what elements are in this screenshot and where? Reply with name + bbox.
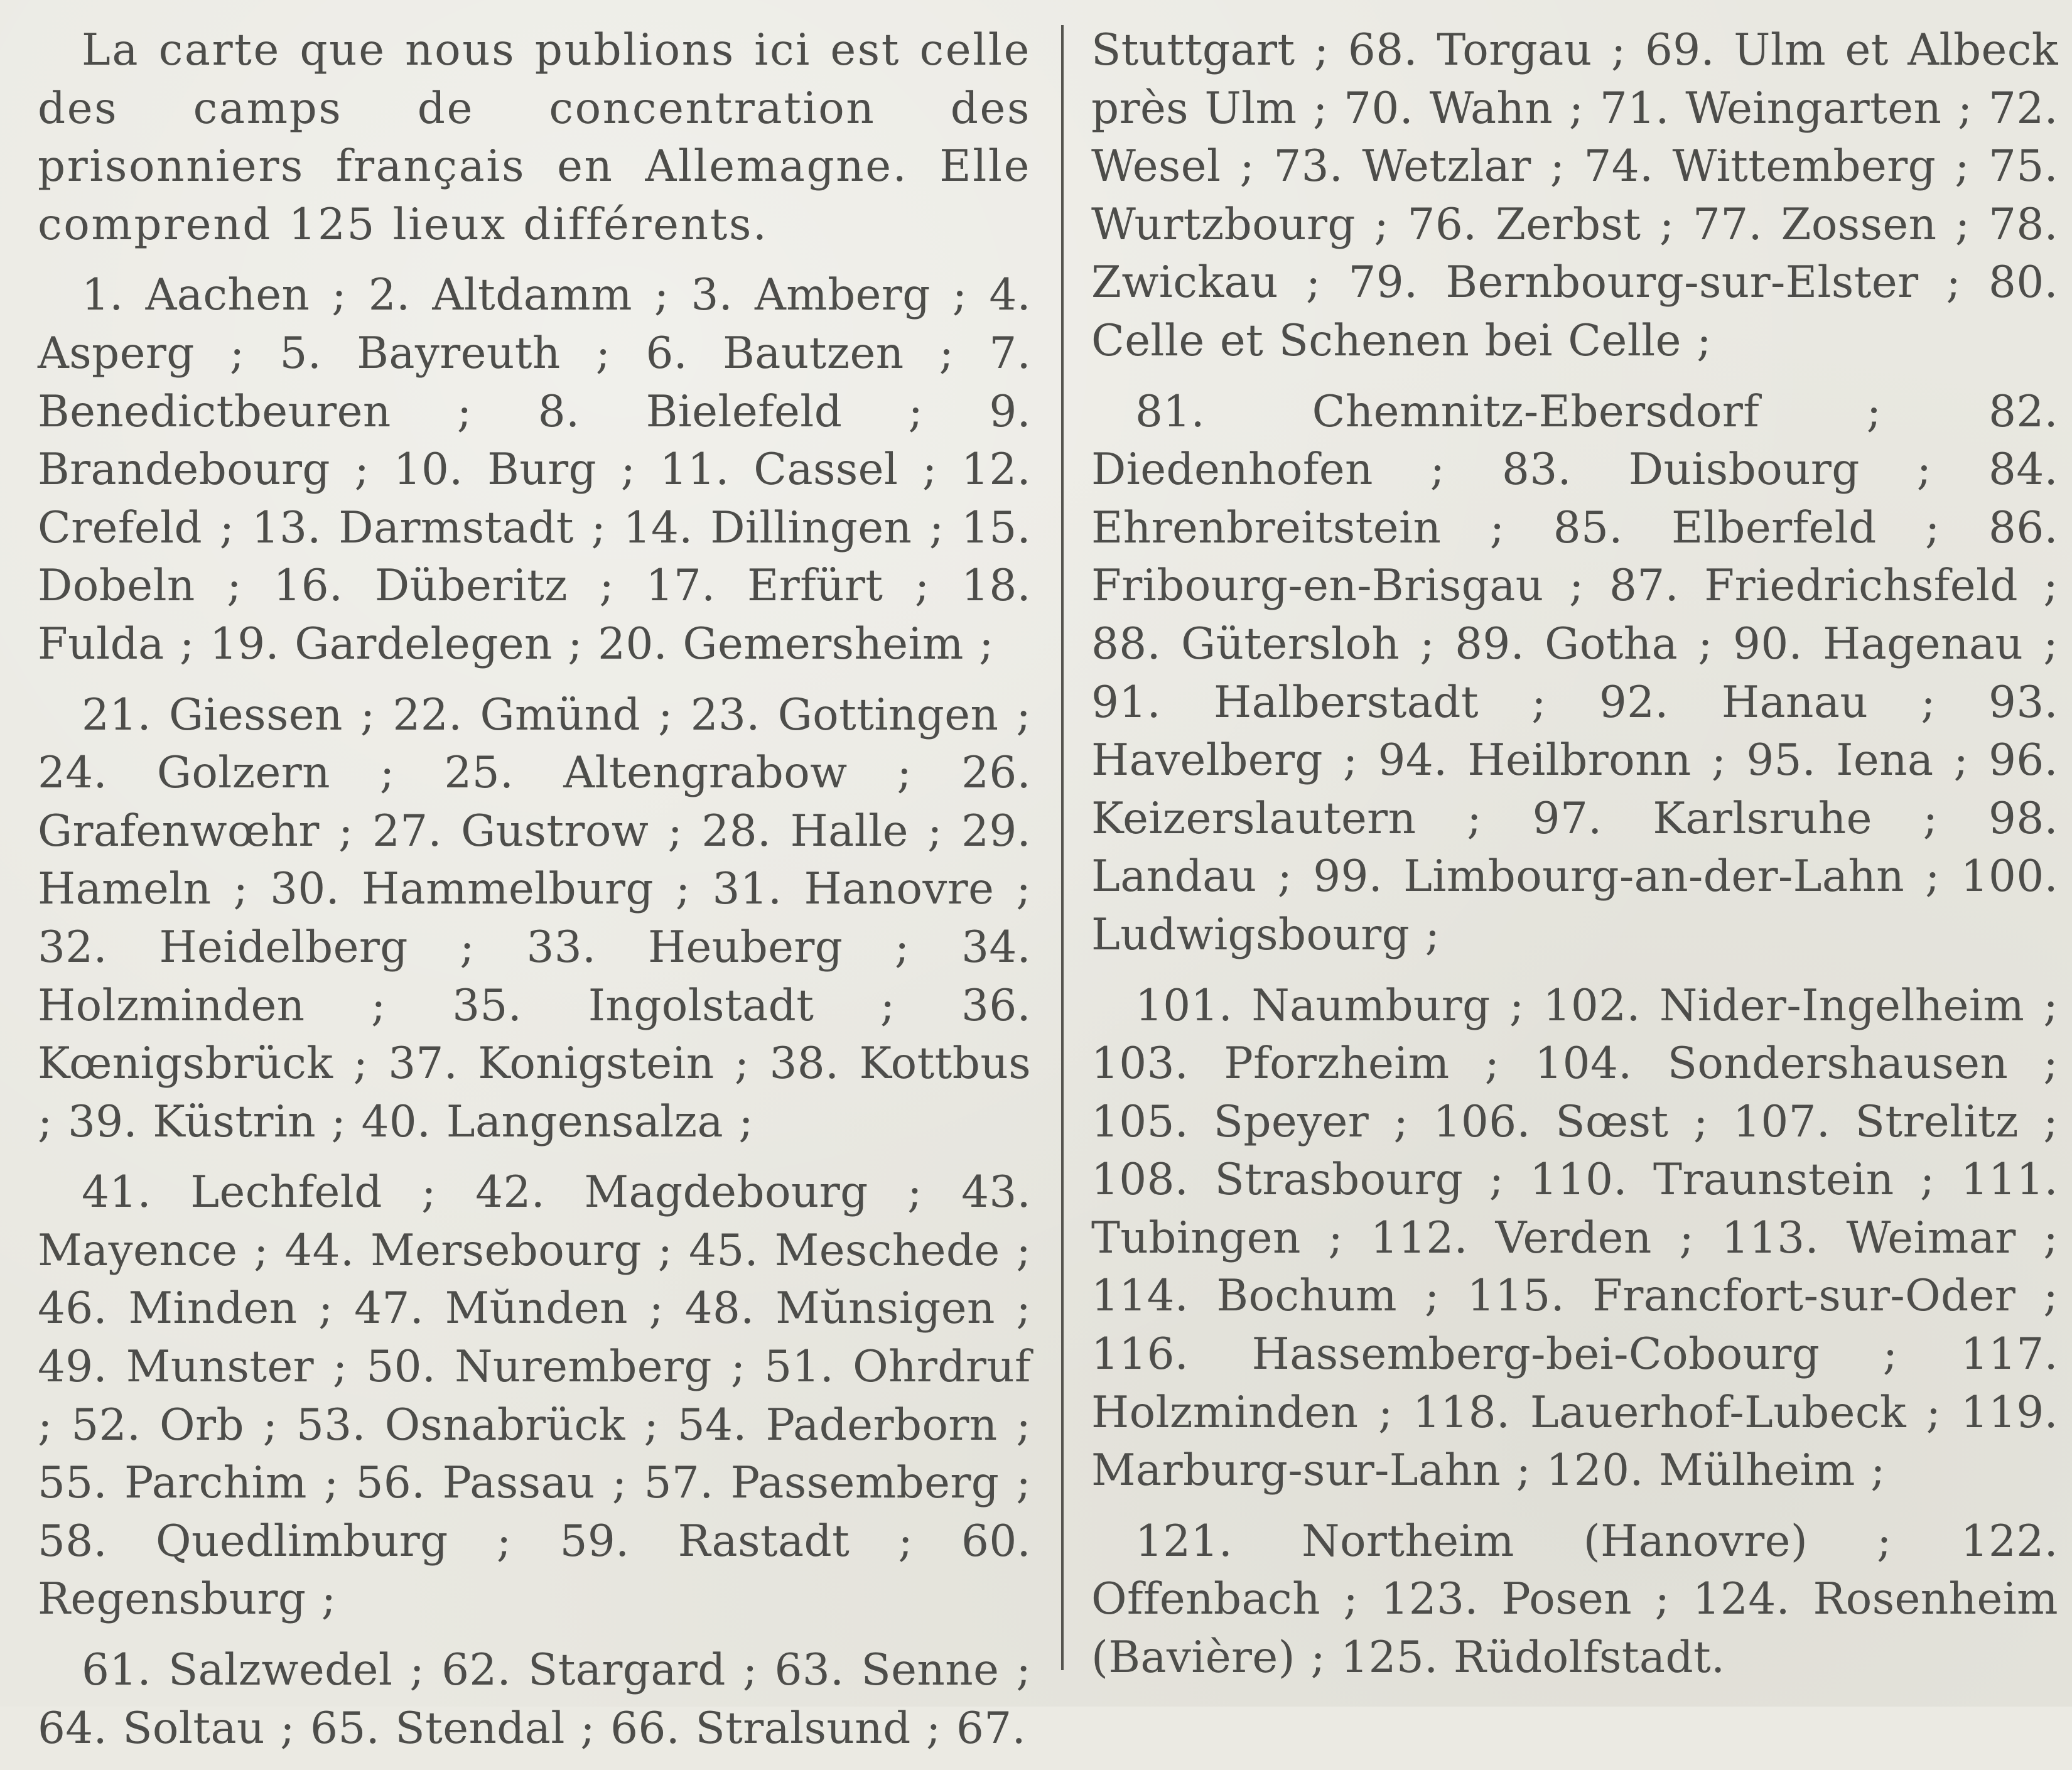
camp-list-paragraph-101-120: 101. Naumburg ; 102. Nider-Ingelheim ; 103. Pforzheim ; 104. Sondershausen ; 105. Speyer ; 106. Sœst ; 107. Strelitz ; 108. Strasbourg ; 110. Traunstein ; 111. Tubingen ; 112. Verden ; 113. Weimar ; 114. Bochum ; 115. Francfort-sur-Oder ; 116. Hassemberg-bei-Cobourg ; 117. Holzminden ; 118. Lauerhof-Lubeck ; 119. Marburg-sur-Lahn ; 120. Mülheim ;: [1091, 980, 2058, 1496]
right-column: [1091, 21, 2058, 1700]
intro-paragraph: La carte que nous publions ici est celle des camps de concentration des prisonniers français en Allemagne. Elle comprend 125 lieux différents.: [38, 25, 1031, 250]
column-divider: [1061, 25, 1064, 1670]
camp-list-paragraph-81-100: 81. Chemnitz-Ebersdorf ; 82. Diedenhofen ; 83. Duisbourg ; 84. Ehrenbreitstein ; 85. Elberfeld ; 86. Fribourg-en-Brisgau ; 87. Friedrichsfeld ; 88. Gütersloh ; 89. Gotha ; 90. Hagenau ; 91. Halberstadt ; 92. Hanau ; 93. Havelberg ; 94. Heilbronn ; 95. Iena ; 96. Keizerslautern ; 97. Karlsruhe ; 98. Landau ; 99. Limbourg-an-der-Lahn ; 100. Ludwigsbourg ;: [1091, 386, 2058, 960]
camp-list-continuation-67-80: Stuttgart ; 68. Torgau ; 69. Ulm et Albeck près Ulm ; 70. Wahn ; 71. Weingarten ; 72. Wesel ; 73. Wetzlar ; 74. Wittemberg ; 75. Wurtzbourg ; 76. Zerbst ; 77. Zossen ; 78. Zwickau ; 79. Bernbourg-sur-Elster ; 80. Celle et Schenen bei Celle ;: [1091, 25, 2058, 366]
left-column: [38, 21, 1031, 1770]
camp-list-paragraph-1-20: 1. Aachen ; 2. Altdamm ; 3. Amberg ; 4. Asperg ; 5. Bayreuth ; 6. Bautzen ; 7. Benedictbeuren ; 8. Bielefeld ; 9. Brandebourg ; 10. Burg ; 11. Cassel ; 12. Crefeld ; 13. Darmstadt ; 14. Dillingen ; 15. Dobeln ; 16. Düberitz ; 17. Erfürt ; 18. Fulda ; 19. Gardelegen ; 20. Gemersheim ;: [38, 270, 1031, 669]
camp-list-paragraph-41-60: 41. Lechfeld ; 42. Magdebourg ; 43. Mayence ; 44. Mersebourg ; 45. Meschede ; 46. Minden ; 47. Mŭnden ; 48. Mŭnsigen ; 49. Munster ; 50. Nuremberg ; 51. Ohrdruf ; 52. Orb ; 53. Osnabrück ; 54. Paderborn ; 55. Parchim ; 56. Passau ; 57. Passemberg ; 58. Quedlimburg ; 59. Rastadt ; 60. Regensburg ;: [38, 1167, 1031, 1625]
camp-list-paragraph-21-40: 21. Giessen ; 22. Gmünd ; 23. Gottingen ; 24. Golzern ; 25. Altengrabow ; 26. Grafenwœhr ; 27. Gustrow ; 28. Halle ; 29. Hameln ; 30. Hammelburg ; 31. Hanovre ; 32. Heidelberg ; 33. Heuberg ; 34. Holzminden ; 35. Ingolstadt ; 36. Kœnigsbrück ; 37. Konigstein ; 38. Kottbus ; 39. Küstrin ; 40. Langensalza ;: [38, 689, 1031, 1147]
camp-list-paragraph-61-67: 61. Salzwedel ; 62. Stargard ; 63. Senne ; 64. Soltau ; 65. Stendal ; 66. Stralsund ; 67.: [38, 1645, 1031, 1754]
camp-list-paragraph-121-125: 121. Northeim (Hanovre) ; 122. Offenbach ; 123. Posen ; 124. Rosenheim (Bavière) ; 125. Rüdolfstadt.: [1091, 1516, 2058, 1683]
